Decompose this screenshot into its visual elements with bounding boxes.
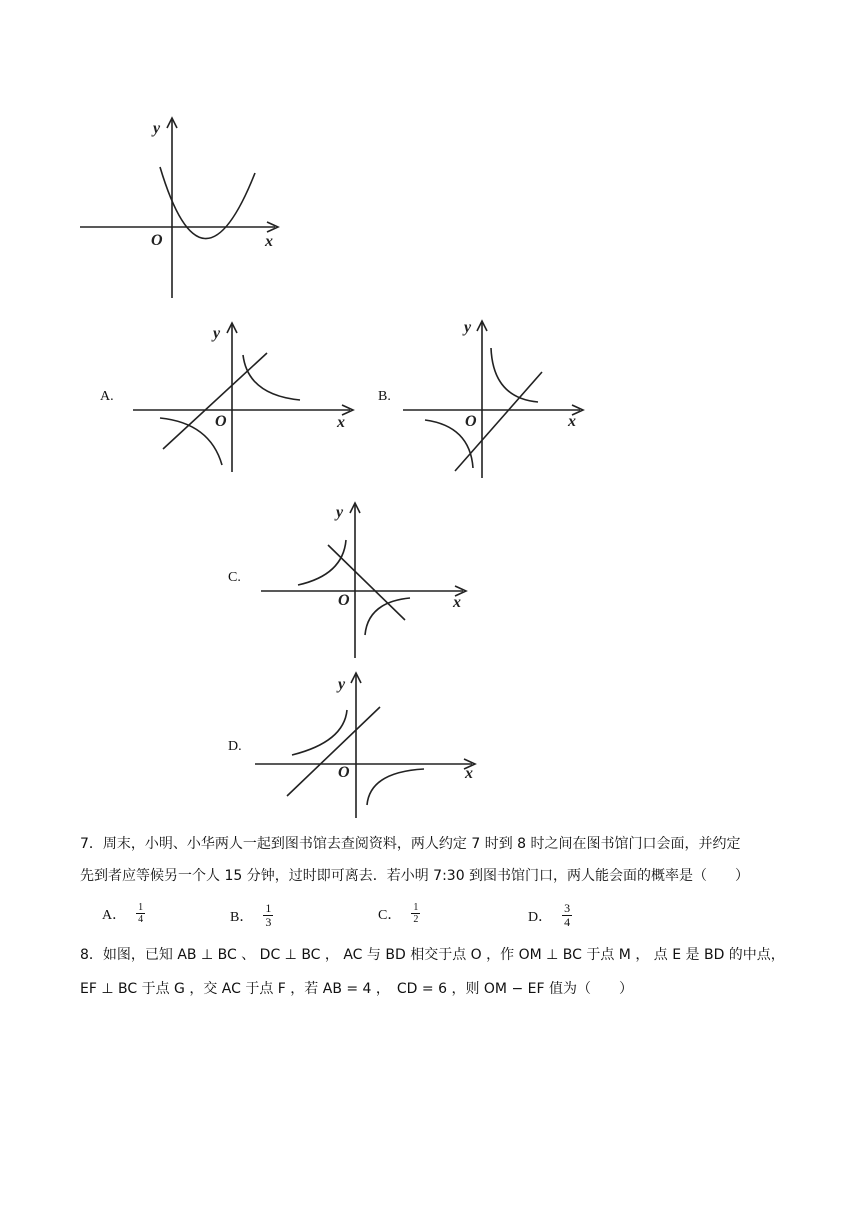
origin-label: O xyxy=(338,592,350,609)
q7-choice-b[interactable] xyxy=(230,902,273,929)
parabola-curve xyxy=(160,167,255,239)
fraction xyxy=(263,902,273,929)
numerator: 1 xyxy=(138,902,144,913)
numerator: 3 xyxy=(564,901,571,915)
origin-label: O xyxy=(338,764,350,781)
origin-label: O xyxy=(151,232,163,249)
option-d-label: D. xyxy=(228,739,242,754)
hyperbola-branch-1 xyxy=(243,355,300,400)
q7-choice-d[interactable] xyxy=(528,902,572,929)
q8-line-2: EF ⊥ BC 于点 G ，交 AC 于点 F ，若 AB = 4 ， CD = 6 ，则 OM − EF 值为（ ） xyxy=(80,981,633,997)
y-label: y xyxy=(464,319,472,336)
option-d-graph xyxy=(252,670,482,820)
q8-line-1: 8．如图，已知 AB ⊥ BC 、 DC ⊥ BC ， AC 与 BD 相交于点 O ，作 OM ⊥ BC 于点 M ， 点 E 是 BD 的中点， xyxy=(80,947,785,963)
linear-line xyxy=(163,353,267,449)
q7-line-1: 7．周末，小明、小华两人一起到图书馆去查阅资料，两人约定 7 时到 8 时之间在图书馆门口会面，并约定 xyxy=(80,836,741,852)
denominator: 4 xyxy=(564,915,571,929)
q7-line-2: 先到者应等候另一个人 15 分钟，过时即可离去．若小明 7:30 到图书馆门口，两人能会面的概率是（ ） xyxy=(80,868,750,884)
choice-label: A． xyxy=(102,907,127,923)
y-label: y xyxy=(153,120,161,137)
x-label: x xyxy=(465,765,473,782)
parabola-graph xyxy=(75,115,290,300)
x-label: x xyxy=(453,594,461,611)
y-label: y xyxy=(338,676,346,693)
x-label: x xyxy=(337,414,345,431)
option-c-graph xyxy=(258,500,473,660)
numerator: 1 xyxy=(413,902,419,913)
hyperbola-branch-1 xyxy=(292,710,347,755)
hyperbola-branch-1 xyxy=(491,348,538,402)
hyperbola-branch-2 xyxy=(367,769,424,805)
choice-label: C． xyxy=(378,907,402,923)
option-b-graph xyxy=(400,318,590,483)
hyperbola-branch-1 xyxy=(298,540,346,585)
denominator: 2 xyxy=(413,914,419,925)
origin-label: O xyxy=(215,413,227,430)
denominator: 4 xyxy=(138,914,144,925)
fraction xyxy=(411,902,420,925)
numerator: 1 xyxy=(265,901,272,915)
hyperbola-branch-2 xyxy=(160,418,222,465)
origin-label: O xyxy=(465,413,477,430)
y-label: y xyxy=(213,325,221,342)
option-a-label: A. xyxy=(100,389,114,404)
option-b-label: B. xyxy=(378,389,391,404)
x-label: x xyxy=(568,413,576,430)
choice-label: D． xyxy=(528,909,553,925)
q7-choice-a[interactable] xyxy=(102,902,145,925)
option-a-graph xyxy=(130,320,360,475)
linear-line xyxy=(287,707,380,796)
denominator: 3 xyxy=(265,915,272,929)
fraction xyxy=(562,902,572,929)
option-c-label: C. xyxy=(228,570,241,585)
q7-choice-c[interactable] xyxy=(378,902,420,925)
y-label: y xyxy=(336,504,344,521)
fraction xyxy=(136,902,145,925)
x-label: x xyxy=(265,233,273,250)
choice-label: B． xyxy=(230,909,254,925)
